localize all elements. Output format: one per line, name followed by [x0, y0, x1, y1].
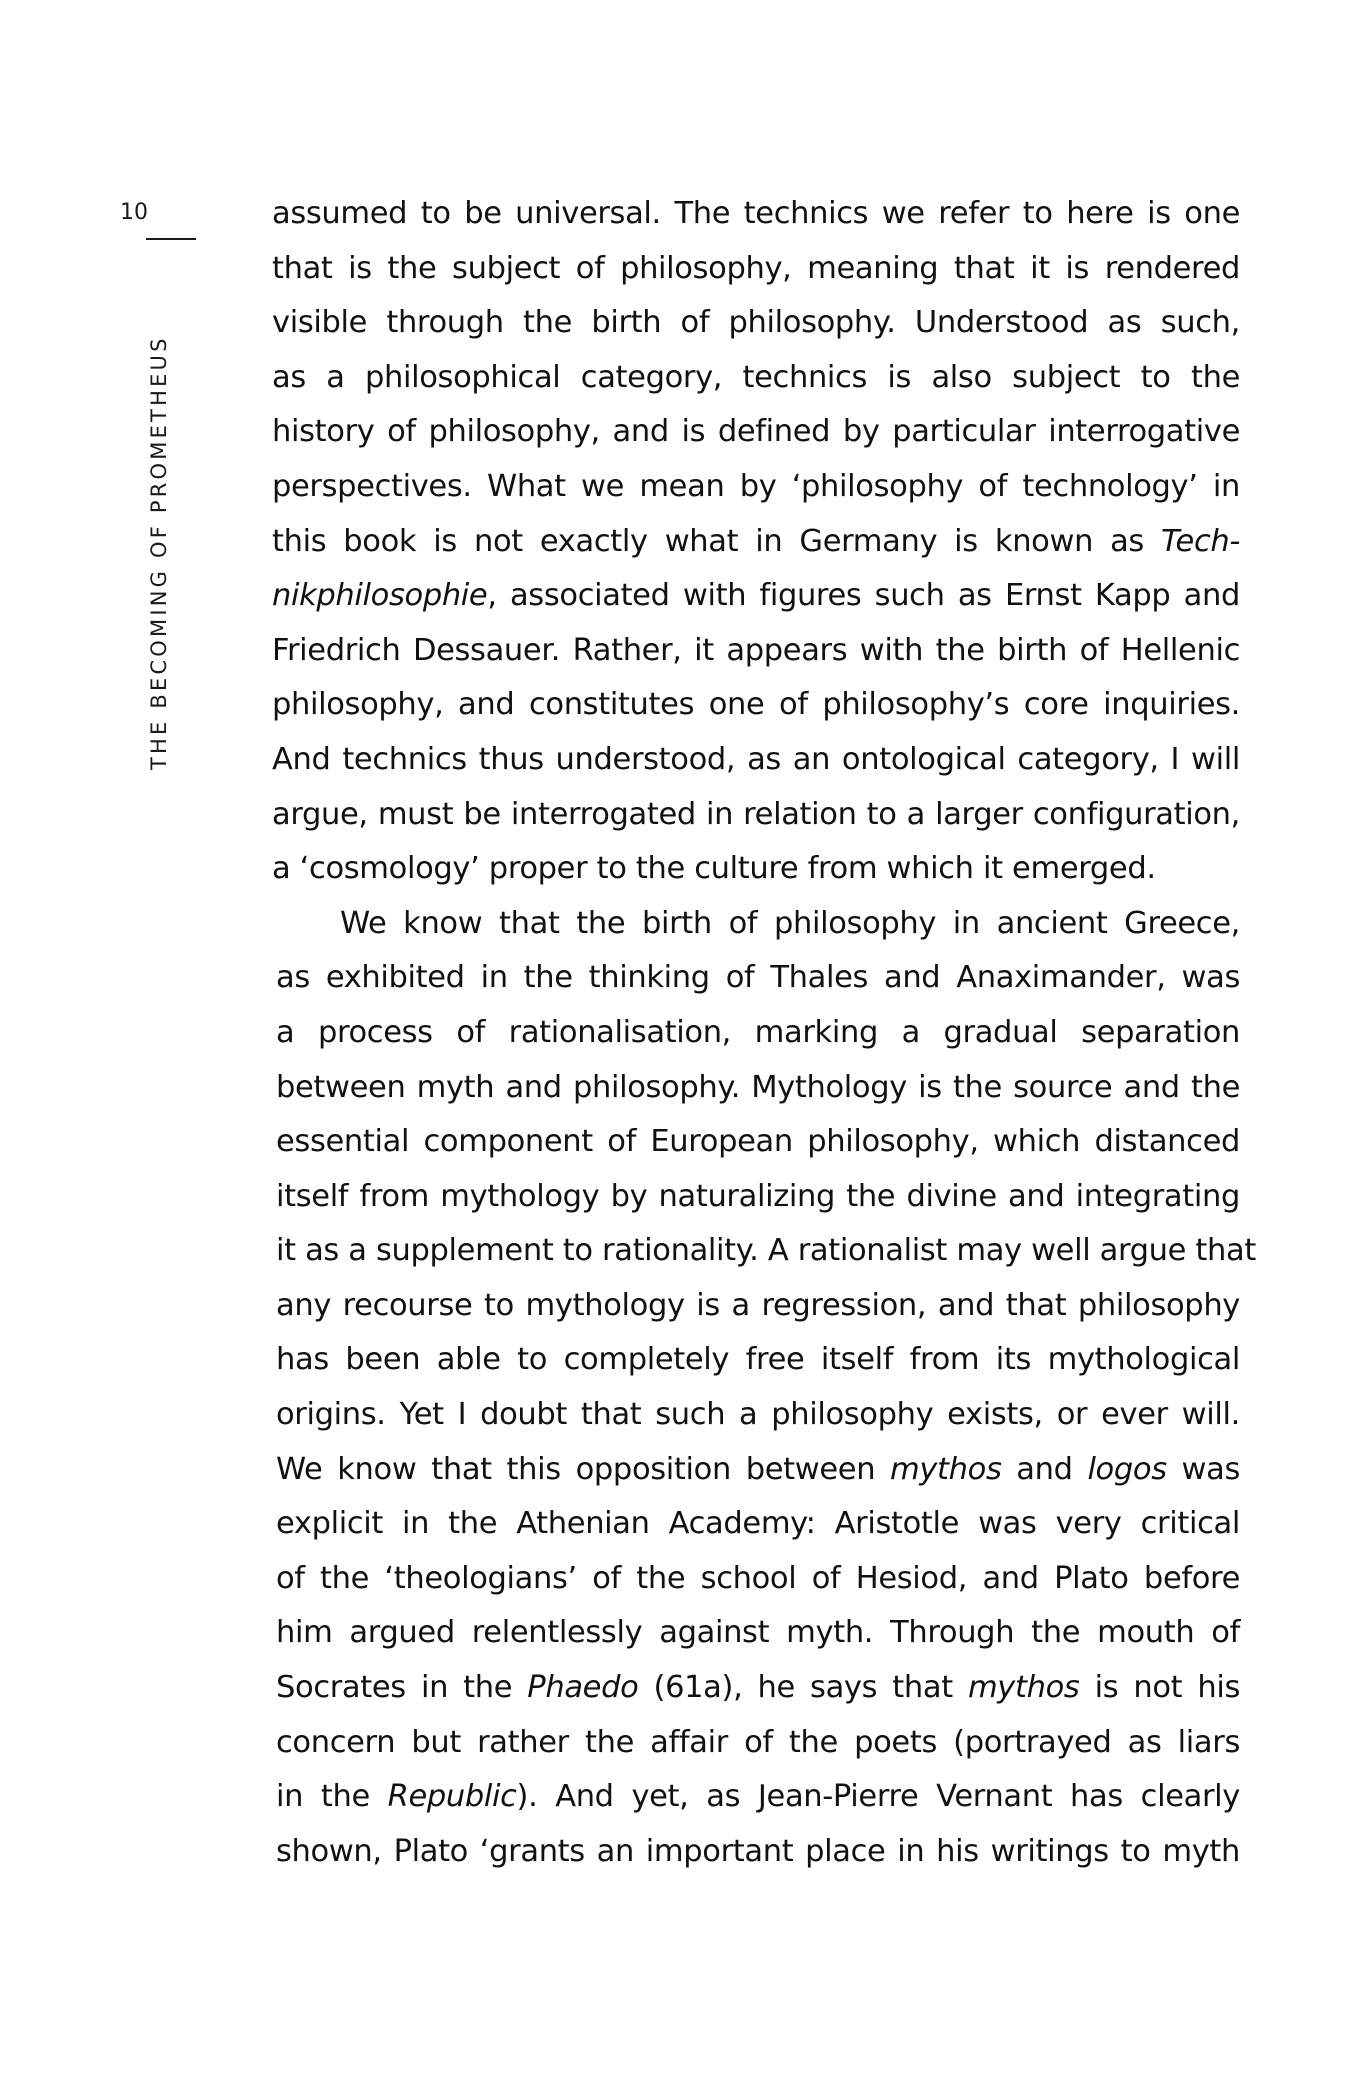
italic-term: logos [1087, 1451, 1167, 1487]
text-run: , associated with figures such as Ernst Kapp and [487, 578, 1240, 614]
text-line: any recourse to mythology is a regression, and that philosophy [276, 1287, 1240, 1323]
italic-term: nikphilosophie [272, 578, 488, 614]
text-run: ). And yet, as Jean-Pierre Vernant has clearly [516, 1779, 1240, 1815]
italic-term: Republic [387, 1779, 517, 1815]
text-line: it as a supplement to rationality. A rationalist may well argue that [276, 1233, 1256, 1269]
text-line [272, 569, 1240, 624]
text-line: as a philosophical category, technics is also subject to the [272, 359, 1240, 395]
text-run: was [1166, 1451, 1241, 1487]
text-line: a ‘cosmology’ proper to the culture from which it emerged. [272, 851, 1156, 887]
header-rule [146, 238, 196, 240]
text-line: argue, must be interrogated in relation to a larger configuration, [272, 796, 1240, 832]
italic-term: Phaedo [527, 1670, 639, 1706]
text-line: Friedrich Dessauer. Rather, it appears with the birth of Hellenic [272, 632, 1240, 668]
text-line: as exhibited in the thinking of Thales and Anaximander, was [276, 960, 1240, 996]
text-run: We know that this opposition between [276, 1451, 890, 1487]
italic-term: mythos [889, 1451, 1002, 1487]
text-line: history of philosophy, and is defined by particular interrogative [272, 414, 1240, 450]
text-line [276, 1770, 1240, 1825]
text-line: philosophy, and constitutes one of philosophy’s core inquiries. [272, 687, 1240, 723]
text-line: has been able to completely free itself from its mythological [276, 1342, 1240, 1378]
italic-term: mythos [967, 1670, 1080, 1706]
text-line: explicit in the Athenian Academy: Aristotle was very critical [276, 1506, 1240, 1542]
text-line [276, 1443, 1240, 1498]
text-run: is not his [1079, 1670, 1241, 1706]
text-line: And technics thus understood, as an ontological category, I will [272, 741, 1240, 777]
text-line: assumed to be universal. The technics we refer to here is one [272, 196, 1240, 231]
text-line: shown, Plato ‘grants an important place in his writings to myth [276, 1833, 1240, 1869]
text-line: essential component of European philosophy, which distanced [276, 1124, 1240, 1160]
text-line: him argued relentlessly against myth. Through the mouth of [276, 1615, 1240, 1651]
text-line: itself from mythology by naturalizing the divine and integrating [276, 1178, 1240, 1214]
text-run: and [1001, 1451, 1088, 1487]
text-line: that is the subject of philosophy, meaning that it is rendered [272, 250, 1240, 286]
text-run: in the [276, 1779, 388, 1815]
text-line: perspectives. What we mean by ‘philosophy of technology’ in [272, 468, 1240, 504]
text-line: of the ‘theologians’ of the school of Hesiod, and Plato before [276, 1560, 1240, 1596]
text-line: origins. Yet I doubt that such a philosophy exists, or ever will. [276, 1397, 1240, 1433]
text-run: Socrates in the [276, 1670, 528, 1706]
page-number: 10 [120, 200, 148, 225]
text-line: a process of rationalisation, marking a gradual separation [276, 1014, 1240, 1050]
paragraph-1 [272, 187, 1240, 897]
body-text [272, 187, 1256, 1879]
text-line: visible through the birth of philosophy. Understood as such, [272, 305, 1240, 341]
text-line: between myth and philosophy. Mythology is the source and the [276, 1069, 1240, 1105]
paragraph-2 [272, 897, 1256, 1880]
text-line: We know that the birth of philosophy in ancient Greece, [340, 905, 1240, 941]
italic-term: Tech- [1161, 523, 1240, 559]
text-line [276, 1661, 1240, 1716]
text-run: (61a), he says that [638, 1670, 968, 1706]
text-line: concern but rather the affair of the poets (portrayed as liars [276, 1724, 1240, 1760]
text-line [272, 515, 1240, 570]
text-run: this book is not exactly what in Germany is known as [272, 523, 1162, 559]
running-head: THE BECOMING OF PROMETHEUS [147, 335, 171, 770]
